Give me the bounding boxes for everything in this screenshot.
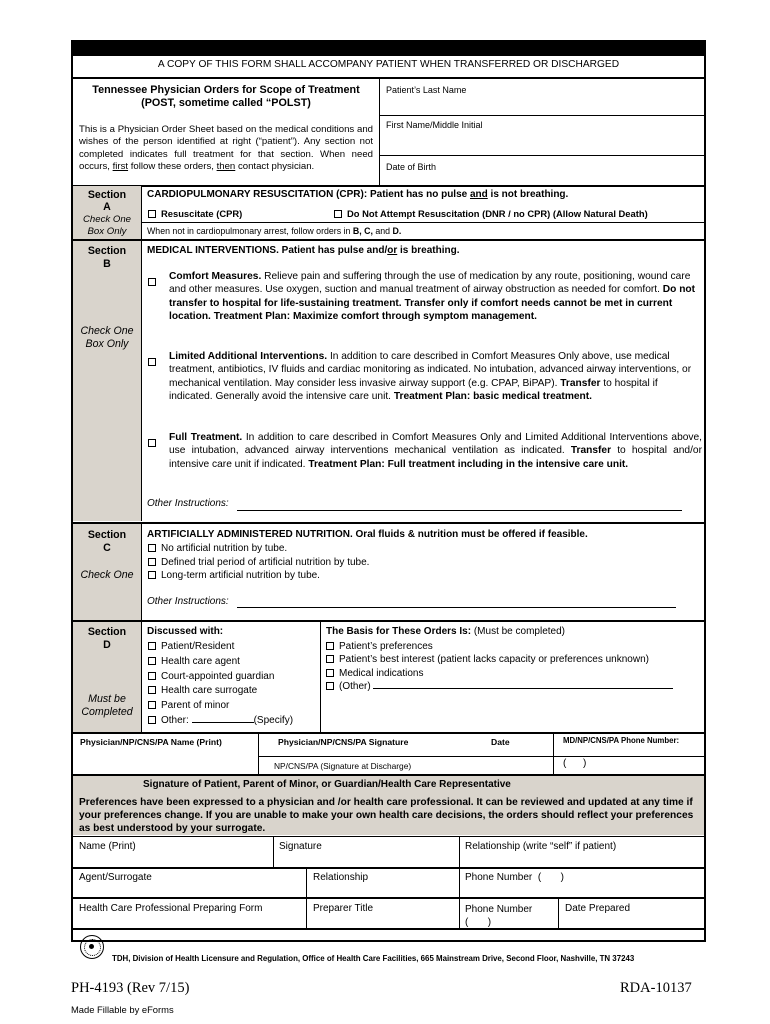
nutrition-option-trial[interactable]: Defined trial period of artificial nutrition by tube.	[148, 556, 369, 570]
limited-interventions-text: Limited Additional Interventions. In addition to care described in Comfort Measures Only above, use medical treatment, antibiotics, IV fluids and cardiac monitoring as indicated. No intubation, advanced airway interventions, or mechanical ventilation. May consider less invasive airway support (e.g. CPAP, BiPAP). Transfer to hospital if indicated. Generally avoid the intensive care unit. Treatment Plan: basic medical treatment.	[169, 351, 692, 403]
agent-phone-label: Phone Number ( )	[465, 872, 564, 883]
basis-other[interactable]: (Other)	[326, 680, 673, 693]
discussed-surrogate[interactable]: Health care surrogate	[148, 684, 293, 699]
section-c-other-label: Other Instructions:	[147, 596, 229, 607]
section-d-label: Section D	[87, 626, 127, 651]
basis-medical[interactable]: Medical indications	[326, 667, 673, 680]
nutrition-option-longterm[interactable]: Long-term artificial nutrition by tube.	[148, 569, 369, 583]
physician-phone-field[interactable]: ( )	[563, 758, 587, 769]
section-c-label: Section C	[87, 529, 127, 554]
discussed-agent[interactable]: Health care agent	[148, 655, 293, 670]
form-title: Tennessee Physician Orders for Scope of Treatment (POST, sometime called “POLST)	[92, 84, 360, 109]
physician-phone-label: MD/NP/CNS/PA Phone Number:	[563, 736, 680, 745]
basis-preferences[interactable]: Patient’s preferences	[326, 640, 673, 653]
section-a-title: CARDIOPULMONARY RESUSCITATION (CPR): Patient has no pulse and is not breathing.	[147, 189, 569, 200]
form-number: PH-4193 (Rev 7/15)	[71, 980, 190, 996]
physician-name-label: Physician/NP/CNS/PA Name (Print)	[80, 737, 222, 747]
footer-address: TDH, Division of Health Licensure and Regulation, Office of Health Care Facilities, 665 Mainstream Drive, Second Floor, Nashville, TN 37243	[112, 954, 635, 963]
fillable-credit: Made Fillable by eForms	[71, 1004, 174, 1015]
section-c-title: ARTIFICIALLY ADMINISTERED NUTRITION. Oral fluids & nutrition must be offered if feasible.	[147, 529, 588, 540]
basis-best-interest[interactable]: Patient’s best interest (patient lacks capacity or preferences unknown)	[326, 653, 673, 666]
relationship-label: Relationship	[313, 872, 369, 883]
discussed-patient[interactable]: Patient/Resident	[148, 640, 293, 655]
discussed-other[interactable]: Other: (Specify)	[148, 714, 293, 729]
patient-signature-statement: Preferences have been expressed to a physician and /or health care professional. It can be reviewed and updated at any time if your preferences change. If you are unable to make your own health care decisions, the orders should reflect your preferences as best understood by your surrogate.	[79, 797, 694, 834]
tennessee-seal-icon	[80, 935, 104, 959]
discussed-with-list[interactable]	[148, 640, 293, 729]
section-a-note: Check One Box Only	[83, 214, 131, 237]
preparer-phone-label: Phone Number ( )	[465, 904, 533, 928]
section-b-label: Section B	[87, 245, 127, 270]
discussed-with-title: Discussed with:	[147, 626, 224, 637]
section-d-note: Must be Completed	[81, 693, 133, 719]
discussed-guardian[interactable]: Court-appointed guardian	[148, 670, 293, 685]
relationship-self-label: Relationship (write “self” if patient)	[465, 841, 617, 852]
date-prepared-label: Date Prepared	[565, 903, 631, 914]
physician-date-label: Date	[491, 737, 510, 747]
checkbox[interactable]	[148, 210, 156, 218]
section-c-note: Check One	[80, 569, 134, 581]
basis-title: The Basis for These Orders Is: (Must be completed)	[326, 626, 565, 637]
full-treatment-text: Full Treatment. In addition to care described in Comfort Measures Only and Limited Additional Interventions above, use intubation, advanced airway interventions mechanical ventilation as indicated. Transfer to hospital and/or intensive care unit if indicated. Treatment Plan: Full treatment including in the intensive care unit.	[169, 432, 702, 470]
discharge-signature-label: NP/CNS/PA (Signature at Discharge)	[274, 761, 412, 771]
checkbox[interactable]	[334, 210, 342, 218]
section-b-other-label: Other Instructions:	[147, 498, 229, 509]
section-a-followup: When not in cardiopulmonary arrest, follow orders in B, C, and D.	[147, 226, 402, 236]
section-b-title: MEDICAL INTERVENTIONS. Patient has pulse and/or is breathing.	[147, 245, 460, 256]
cpr-resuscitate-option[interactable]: Resuscitate (CPR)	[148, 208, 242, 219]
nutrition-option-none[interactable]: No artificial nutrition by tube.	[148, 542, 369, 556]
preparer-title-label: Preparer Title	[313, 903, 374, 914]
section-b-other-line[interactable]	[237, 510, 682, 511]
intro-text: This is a Physician Order Sheet based on the medical conditions and wishes of the person identified at right (“patient”). Any section not completed indicates full treatment for that section. When need occurs, first follow these orders, then contact physician.	[79, 124, 373, 172]
patient-signature-title: Signature of Patient, Parent of Minor, or Guardian/Health Care Representative	[143, 779, 511, 790]
rda-number: RDA-10137	[620, 980, 692, 996]
comfort-checkbox[interactable]	[148, 272, 161, 290]
patient-name-label: Name (Print)	[79, 841, 136, 852]
dob-label: Date of Birth	[386, 162, 437, 172]
last-name-label: Patient’s Last Name	[386, 85, 467, 95]
first-name-label: First Name/Middle Initial	[386, 120, 483, 130]
full-checkbox[interactable]	[148, 433, 161, 451]
basis-list[interactable]	[326, 640, 673, 693]
comfort-measures-text: Comfort Measures. Relieve pain and suffering through the use of medication by any route, positioning, wound care and other measures. Use oxygen, suction and manual treatment of airway obstruction as needed for comfort. Do not transfer to hospital for life-sustaining treatment. Transfer only if comfort needs cannot be met in current location. Treatment Plan: Maximize comfort through symptom management.	[169, 271, 696, 323]
patient-signature-field-label: Signature	[279, 841, 322, 852]
physician-signature-label: Physician/NP/CNS/PA Signature	[278, 737, 409, 747]
section-a-label: Section A	[87, 189, 127, 213]
hcp-preparing-label: Health Care Professional Preparing Form	[79, 903, 263, 914]
banner-bar	[73, 42, 704, 56]
section-c-other-line[interactable]	[237, 607, 676, 608]
nutrition-options[interactable]	[148, 542, 369, 583]
section-b-note: Check One Box Only	[80, 325, 134, 351]
limited-checkbox[interactable]	[148, 352, 161, 370]
agent-surrogate-label: Agent/Surrogate	[79, 872, 152, 883]
banner-text: A COPY OF THIS FORM SHALL ACCOMPANY PATIENT WHEN TRANSFERRED OR DISCHARGED	[73, 57, 704, 77]
discussed-parent[interactable]: Parent of minor	[148, 699, 293, 714]
cpr-dnr-option[interactable]: Do Not Attempt Resuscitation (DNR / no CPR) (Allow Natural Death)	[334, 208, 648, 219]
